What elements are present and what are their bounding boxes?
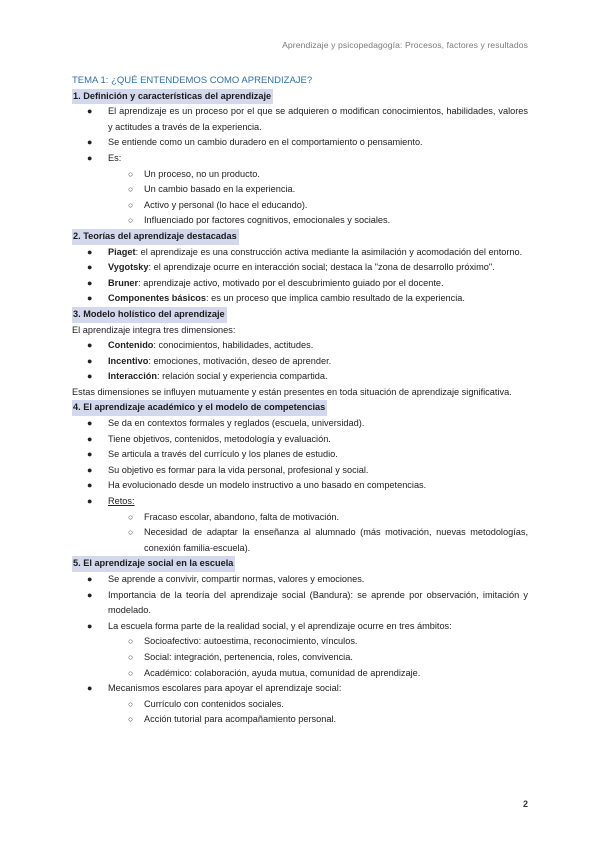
paragraph: Estas dimensiones se influyen mutuamente y están presentes en toda situación de aprendizaje significativa. — [72, 386, 512, 397]
sub-list-item: ○ Activo y personal (lo hace el educando). — [72, 198, 528, 214]
section-heading: 2. Teorías del aprendizaje destacadas — [72, 229, 239, 245]
sub-list-item: ○ Fracaso escolar, abandono, falta de motivación. — [72, 510, 528, 526]
list-item: ● Se articula a través del currículo y los planes de estudio. — [72, 447, 528, 463]
bullet-icon: ● — [87, 496, 93, 507]
circle-bullet-icon: ○ — [128, 651, 134, 662]
circle-bullet-icon: ○ — [128, 714, 134, 725]
bullet-icon: ● — [87, 277, 93, 288]
sub-list-item: ○ Influenciado por factores cognitivos, emocionales y sociales. — [72, 213, 528, 229]
list-item: ● Se da en contextos formales y reglados (escuela, universidad). — [72, 416, 528, 432]
bullet-list — [72, 104, 528, 166]
list-item: ● Vygotsky: el aprendizaje ocurre en interacción social; destaca la "zona de desarrollo próximo". — [72, 260, 528, 276]
sub-list-item: ○ Currículo con contenidos sociales. — [72, 697, 528, 713]
circle-bullet-icon: ○ — [128, 184, 134, 195]
bullet-list — [72, 338, 528, 385]
list-item: ● Contenido: conocimientos, habilidades, actitudes. — [72, 338, 528, 354]
section-heading: 1. Definición y características del aprendizaje — [72, 89, 273, 105]
bullet-icon: ● — [87, 620, 93, 631]
sub-list — [72, 697, 528, 728]
section-heading: 4. El aprendizaje académico y el modelo de competencias — [72, 400, 327, 416]
running-header: Aprendizaje y psicopedagogía: Procesos, factores y resultados — [282, 40, 528, 50]
bullet-list — [72, 572, 528, 634]
sub-list-item: ○ Socioafectivo: autoestima, reconocimiento, vínculos. — [72, 634, 528, 650]
list-item: ● Es: — [72, 151, 528, 167]
bullet-icon: ● — [87, 433, 93, 444]
list-item: ● La escuela forma parte de la realidad social, y el aprendizaje ocurre en tres ámbitos: — [72, 619, 528, 635]
list-item: ● Retos: — [72, 494, 528, 510]
bullet-icon: ● — [87, 683, 93, 694]
bullet-list — [72, 416, 528, 510]
circle-bullet-icon: ○ — [128, 527, 134, 538]
list-item: ● Tiene objetivos, contenidos, metodología y evaluación. — [72, 432, 528, 448]
sub-list — [72, 634, 528, 681]
list-item: ● Se aprende a convivir, compartir normas, valores y emociones. — [72, 572, 528, 588]
list-item: ● Importancia de la teoría del aprendizaje social (Bandura): se aprende por observación, imitación y modelado. — [87, 589, 528, 616]
bullet-icon: ● — [87, 152, 93, 163]
sub-list-item: ○ Académico: colaboración, ayuda mutua, comunidad de aprendizaje. — [72, 666, 528, 682]
sub-list-item: ○ Social: integración, pertenencia, roles, convivencia. — [72, 650, 528, 666]
bullet-list — [72, 245, 528, 307]
page-body — [72, 73, 528, 728]
list-item: ● Incentivo: emociones, motivación, deseo de aprender. — [72, 354, 528, 370]
circle-bullet-icon: ○ — [128, 215, 134, 226]
bullet-icon: ● — [87, 449, 93, 460]
list-item: ● Se entiende como un cambio duradero en el comportamiento o pensamiento. — [72, 135, 528, 151]
bullet-icon: ● — [87, 293, 93, 304]
bullet-icon: ● — [87, 262, 93, 273]
list-item: ● Componentes básicos: es un proceso que implica cambio resultado de la experiencia. — [72, 291, 528, 307]
circle-bullet-icon: ○ — [128, 199, 134, 210]
sub-list-item: ○ Un proceso, no un producto. — [72, 167, 528, 183]
list-item: ● Mecanismos escolares para apoyar el aprendizaje social: — [72, 681, 528, 697]
bullet-icon: ● — [87, 589, 93, 600]
list-item: ● Su objetivo es formar para la vida personal, profesional y social. — [72, 463, 528, 479]
bullet-icon: ● — [87, 106, 93, 117]
circle-bullet-icon: ○ — [128, 511, 134, 522]
bullet-icon: ● — [87, 371, 93, 382]
list-item: ● Interacción: relación social y experiencia compartida. — [72, 369, 528, 385]
list-item: ● Bruner: aprendizaje activo, motivado por el descubrimiento guiado por el docente. — [72, 276, 528, 292]
list-item: ● Ha evolucionado desde un modelo instructivo a uno basado en competencias. — [72, 478, 528, 494]
circle-bullet-icon: ○ — [128, 636, 134, 647]
circle-bullet-icon: ○ — [128, 667, 134, 678]
list-item: ● Piaget: el aprendizaje es una construcción activa mediante la asimilación y acomodación del entorno. — [72, 245, 528, 261]
bullet-icon: ● — [87, 574, 93, 584]
bullet-icon: ● — [87, 137, 93, 148]
section-heading: 5. El aprendizaje social en la escuela — [72, 556, 235, 572]
tema-title: TEMA 1: ¿QUÉ ENTENDEMOS COMO APRENDIZAJE? — [72, 75, 313, 86]
bullet-list — [72, 681, 528, 697]
sub-list-item: ○ Necesidad de adaptar la enseñanza al alumnado (más motivación, nuevas metodologías, conexión familia-escuela). — [128, 527, 528, 553]
bullet-icon: ● — [87, 480, 93, 491]
list-item: ● El aprendizaje es un proceso por el que se adquieren o modifican conocimientos, habilidades, valores y actitudes a través de la experiencia. — [87, 106, 528, 132]
bullet-icon: ● — [87, 340, 93, 351]
circle-bullet-icon: ○ — [128, 698, 134, 709]
sub-list-item: ○ Un cambio basado en la experiencia. — [72, 182, 528, 198]
bullet-icon: ● — [87, 355, 93, 366]
bullet-icon: ● — [87, 464, 93, 475]
page-number: 2 — [522, 799, 528, 809]
paragraph: El aprendizaje integra tres dimensiones: — [72, 324, 236, 335]
sub-list — [72, 167, 528, 229]
sub-list — [72, 510, 528, 557]
sub-list-item: ○ Acción tutorial para acompañamiento personal. — [72, 712, 528, 728]
circle-bullet-icon: ○ — [128, 168, 134, 179]
bullet-icon: ● — [87, 418, 93, 429]
bullet-icon: ● — [87, 246, 93, 257]
section-heading: 3. Modelo holístico del aprendizaje — [72, 307, 227, 323]
